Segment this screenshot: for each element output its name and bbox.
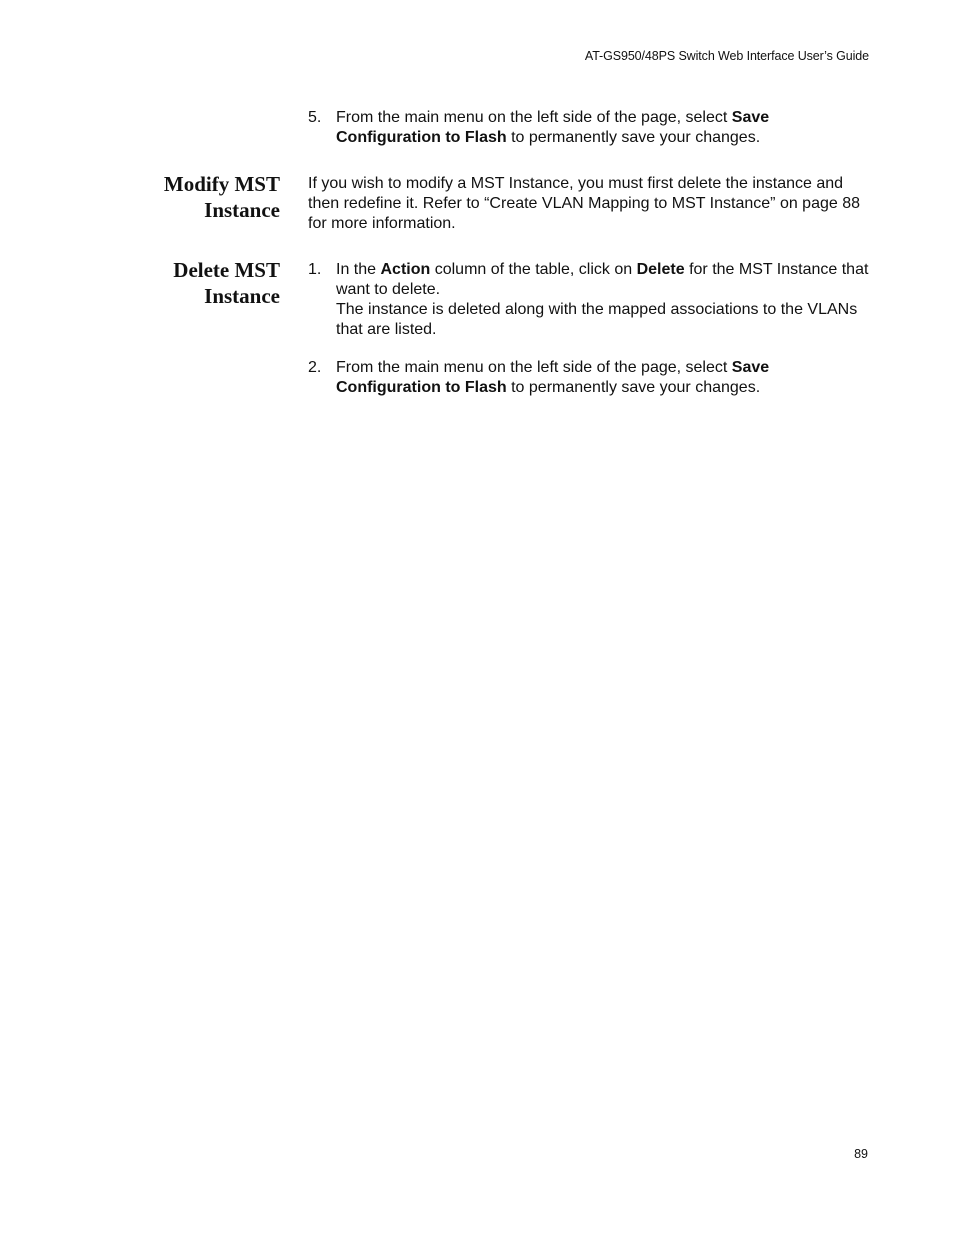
step-text: to permanently save your changes. xyxy=(506,379,761,396)
delete-step-1 xyxy=(308,260,878,340)
step-number: 1. xyxy=(308,261,322,278)
menu-option-save-configuration: Save Configuration to Flash xyxy=(336,109,770,146)
delete-option-name: Delete xyxy=(636,261,685,278)
step-number: 5. xyxy=(308,109,322,126)
step-number: 2. xyxy=(308,359,322,376)
section-heading-delete-mst-instance: Delete MST Instance xyxy=(173,258,280,308)
step-note: The instance is deleted along with the mapped associations to the VLANs that are listed. xyxy=(336,301,858,338)
delete-step-2 xyxy=(308,358,878,398)
step-text: In the xyxy=(336,261,381,278)
step-body xyxy=(336,260,878,340)
menu-option-save-configuration: Save Configuration to Flash xyxy=(336,359,770,396)
step-text: for the MST Instance that want to delete. xyxy=(336,261,869,298)
step-body xyxy=(336,108,878,148)
section-heading-modify-mst-instance: Modify MST Instance xyxy=(163,172,280,222)
step-body xyxy=(336,358,878,398)
running-header: AT-GS950/48PS Switch Web Interface User’s Guide xyxy=(584,49,869,63)
step-text: From the main menu on the left side of the page, select xyxy=(336,109,732,126)
step-text: column of the table, click on xyxy=(430,261,637,278)
step-text: to permanently save your changes. xyxy=(506,129,761,146)
action-column-name: Action xyxy=(380,261,431,278)
step-text: From the main menu on the left side of the page, select xyxy=(336,359,732,376)
step-5 xyxy=(308,108,878,148)
modify-section-body: If you wish to modify a MST Instance, you must first delete the instance and then redefine it. Refer to “Create VLAN Mapping to MST Instance” on page 88 for more information. xyxy=(308,175,861,232)
page-number: 89 xyxy=(854,1147,868,1161)
